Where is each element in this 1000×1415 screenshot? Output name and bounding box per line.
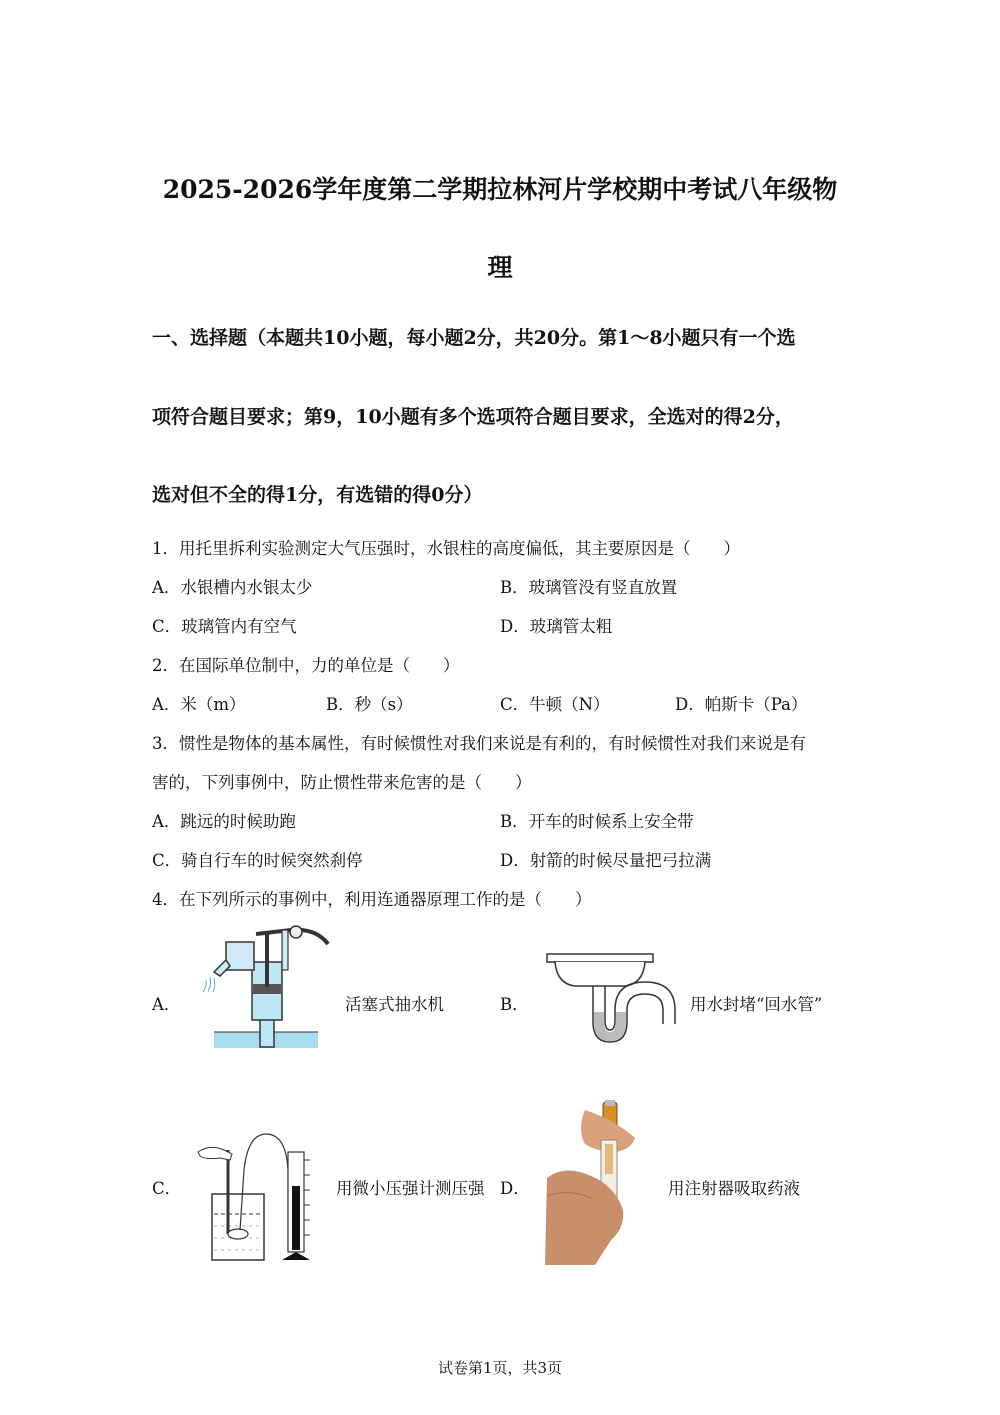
exam-title-line1: 2025-2026学年度第二学期拉林河片学校期中考试八年级物 — [162, 175, 838, 204]
question-2-stem: 2．在国际单位制中，力的单位是（ ） — [152, 656, 460, 675]
q2-option-c: C．牛顿（N） — [500, 695, 610, 714]
q4-option-b-caption: 用水封堵“回水管” — [690, 995, 823, 1014]
q3-option-a: A．跳远的时候助跑 — [152, 812, 296, 831]
q4-option-b-letter: B． — [500, 995, 529, 1014]
question-3-stem-line1: 3．惯性是物体的基本属性，有时候惯性对我们来说是有利的，有时候惯性对我们来说是有 — [152, 734, 806, 753]
q4-option-d-letter: D． — [500, 1179, 530, 1198]
q2-option-a: A．米（m） — [152, 695, 246, 714]
q1-option-a: A．水银槽内水银太少 — [152, 578, 313, 597]
q2-option-d: D．帕斯卡（Pa） — [675, 695, 808, 714]
section-header-line3: 选对但不全的得1分，有选错的得0分） — [152, 484, 483, 506]
q3-option-c: C．骑自行车的时候突然刹停 — [152, 851, 363, 870]
piston-pump-figure — [196, 922, 331, 1050]
q1-option-b: B．玻璃管没有竖直放置 — [500, 578, 678, 597]
q2-option-b: B．秒（s） — [326, 695, 413, 714]
q3-option-d: D．射箭的时候尽量把弓拉满 — [500, 851, 712, 870]
q4-option-c-letter: C． — [152, 1179, 182, 1198]
section-header-line2: 项符合题目要求；第9，10小题有多个选项符合题目要求，全选对的得2分， — [152, 406, 794, 428]
page-footer: 试卷第1页，共3页 — [437, 1359, 563, 1377]
q4-option-a-caption: 活塞式抽水机 — [345, 995, 444, 1014]
q4-option-c-caption: 用微小压强计测压强 — [336, 1179, 485, 1198]
q3-option-b: B．开车的时候系上安全带 — [500, 812, 694, 831]
q4-option-a-letter: A． — [152, 995, 181, 1014]
pressure-gauge-figure — [196, 1130, 331, 1265]
question-4-stem: 4．在下列所示的事例中，利用连通器原理工作的是（ ） — [152, 890, 592, 909]
q1-option-c: C．玻璃管内有空气 — [152, 617, 297, 636]
sink-trap-figure — [545, 950, 685, 1050]
question-3-stem-line2: 害的，下列事例中，防止惯性带来危害的是（ ） — [152, 773, 532, 792]
syringe-hands-figure — [545, 1100, 640, 1265]
exam-title-line2: 理 — [487, 253, 513, 282]
q1-option-d: D．玻璃管太粗 — [500, 617, 613, 636]
section-header-line1: 一、选择题（本题共10小题，每小题2分，共20分。第1～8小题只有一个选 — [152, 327, 796, 349]
question-1-stem: 1．用托里拆利实验测定大气压强时，水银柱的高度偏低，其主要原因是（ ） — [152, 539, 740, 558]
q4-option-d-caption: 用注射器吸取药液 — [668, 1179, 800, 1198]
